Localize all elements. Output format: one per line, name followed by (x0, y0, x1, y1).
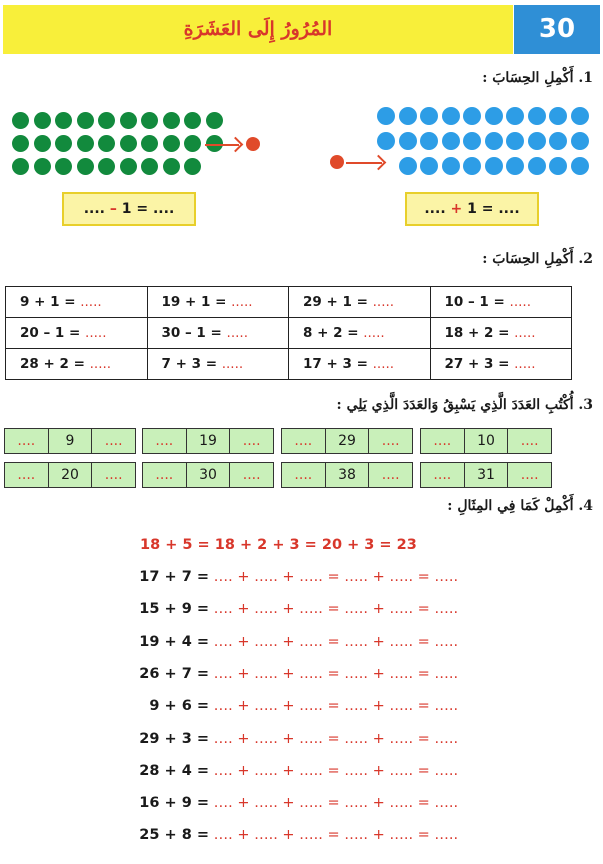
calc-cell (6, 349, 148, 380)
blue-dot (442, 107, 460, 125)
calc-box-minus-op: – (109, 201, 117, 217)
green-dot (141, 112, 158, 129)
next-number-blank[interactable]: .... (381, 467, 400, 483)
green-dot (98, 135, 115, 152)
calc-cell (289, 349, 431, 380)
green-dot (77, 112, 94, 129)
arrow-right (346, 162, 382, 164)
addition-expression: 15 + 9 = (139, 601, 209, 618)
previous-number-blank[interactable]: .... (143, 463, 187, 487)
next-number-blank[interactable]: .... (104, 467, 123, 483)
sequence-box (4, 428, 136, 454)
sequence-box (420, 428, 552, 454)
given-number: 19 (187, 429, 231, 453)
blue-dot (571, 132, 589, 150)
calc-row (6, 349, 572, 380)
green-dot (184, 112, 201, 129)
given-number: 30 (187, 463, 231, 487)
answer-blank[interactable]: ..... (363, 325, 385, 341)
green-dot (55, 158, 72, 175)
green-dot (77, 135, 94, 152)
green-dot (120, 112, 137, 129)
calc-cell (430, 287, 572, 318)
exercise-3-text: أُكْتُبِ العَدَدَ الَّذِي يَسْبِقُ وَالعَدَدَ الَّذِي يَلِي : (336, 397, 574, 413)
blue-dot (506, 157, 524, 175)
calc-expression: 27 + 3 = (444, 356, 510, 372)
previous-number-blank[interactable]: .... (143, 429, 187, 453)
answer-blank[interactable]: ..... (514, 356, 536, 372)
exercise-3-heading (337, 397, 593, 413)
blue-dot (463, 132, 481, 150)
sequence-box (281, 428, 413, 454)
decomposition-blanks[interactable]: …. + ….. + ….. = ….. + ….. = ….. (213, 795, 459, 812)
green-dot (55, 112, 72, 129)
blue-dot (442, 157, 460, 175)
arrow-left (205, 144, 239, 146)
decomposition-row (137, 666, 458, 682)
blue-dot (506, 107, 524, 125)
calc-expression: 9 + 1 = (20, 294, 76, 310)
previous-number-blank[interactable]: .... (5, 463, 49, 487)
calc-expression: 10 – 1 = (444, 294, 505, 310)
addition-expression: 17 + 7 = (139, 569, 209, 585)
title-bar (3, 5, 513, 54)
blue-dot (528, 107, 546, 125)
calc-cell (147, 349, 289, 380)
green-dot (12, 135, 29, 152)
green-dot (12, 112, 29, 129)
blue-dot (549, 157, 567, 175)
calc-expression: 29 + 1 = (303, 294, 368, 310)
green-dot (120, 135, 137, 152)
green-dot (55, 135, 72, 152)
next-number-blank[interactable]: .... (520, 467, 539, 483)
calc-row (6, 287, 572, 318)
decomposition-row (137, 827, 458, 843)
addition-expression: 19 + 4 = (139, 633, 209, 650)
given-number: 9 (49, 429, 93, 453)
blue-dot (399, 132, 417, 150)
next-number-blank[interactable]: .... (104, 433, 123, 449)
previous-number-blank[interactable]: .... (282, 463, 326, 487)
blue-dot (528, 132, 546, 150)
green-dot (163, 135, 180, 152)
calc-cell (6, 287, 148, 318)
green-dot (163, 158, 180, 175)
green-dot (206, 112, 223, 129)
exercise-1-heading (482, 70, 593, 86)
exercise-2-number: 2. (578, 251, 593, 267)
decomposition-row (137, 569, 458, 585)
decomposition-row (137, 731, 458, 747)
calc-box-minus (62, 192, 196, 226)
decomposition-row (137, 795, 458, 811)
decomposition-row (137, 763, 458, 779)
decomposition-blanks[interactable]: …. + ….. + ….. = ….. + ….. = ….. (213, 569, 459, 585)
answer-blank[interactable]: ..... (514, 325, 536, 341)
green-dot (163, 112, 180, 129)
red-dot-right (330, 155, 344, 169)
blue-dot (420, 107, 438, 125)
decomposition-blanks[interactable]: …. + ….. + ….. = ….. + ….. = ….. (213, 665, 459, 682)
calc-expression: 28 + 2 = (20, 356, 85, 372)
green-dot (184, 135, 201, 152)
answer-blank[interactable]: ..... (85, 325, 107, 341)
page-title: المُرُورُ إِلَى العَشَرَةِ (183, 18, 333, 40)
exercise-2-heading (482, 251, 593, 267)
blue-dot (420, 157, 438, 175)
answer-blank[interactable]: ..... (509, 294, 532, 310)
calc-box-plus-a: .... (424, 201, 446, 217)
calc-box-plus-c: .... (498, 201, 520, 217)
blue-dot (571, 107, 589, 125)
blue-dot (485, 107, 503, 125)
calc-row (6, 318, 572, 349)
addition-expression: 26 + 7 = (139, 665, 209, 682)
exercise-4-number: 4. (578, 498, 593, 514)
sequence-box (4, 462, 136, 488)
blue-dot (506, 132, 524, 150)
page-header (0, 0, 603, 56)
blue-dot (485, 157, 503, 175)
given-number: 29 (326, 429, 370, 453)
given-number: 38 (326, 463, 370, 487)
exercise-1-number: 1. (578, 70, 593, 86)
addition-expression: 16 + 9 = (139, 795, 209, 812)
green-dot (141, 158, 158, 175)
decomposition-blanks[interactable]: …. + ….. + ….. = ….. + ….. = ….. (213, 730, 459, 747)
green-dot (184, 158, 201, 175)
previous-number-blank[interactable]: .... (421, 429, 465, 453)
red-dot-left (246, 137, 260, 151)
decomposition-blanks[interactable]: …. + ….. + ….. = ….. + ….. = ….. (213, 698, 459, 715)
page-number: 30 (514, 5, 600, 54)
calc-cell (430, 349, 572, 380)
calc-box-minus-eq: = (136, 201, 149, 217)
addition-expression: 25 + 8 = (139, 827, 209, 844)
calc-cell (430, 318, 572, 349)
decomposition-row (137, 634, 458, 650)
decomposition-blanks[interactable]: …. + ….. + ….. = ….. + ….. = ….. (213, 633, 459, 650)
green-dot (34, 135, 51, 152)
green-dot (34, 158, 51, 175)
previous-number-blank[interactable]: .... (421, 463, 465, 487)
calc-expression: 19 + 1 = (161, 294, 227, 310)
green-dot (77, 158, 94, 175)
answer-blank[interactable]: ..... (89, 356, 112, 372)
blue-dot (549, 107, 567, 125)
answer-blank[interactable]: ..... (372, 356, 395, 372)
blue-dot (485, 132, 503, 150)
calc-box-minus-b: 1 (121, 201, 132, 217)
green-dot (120, 158, 137, 175)
decomposition-row (137, 601, 458, 617)
decomposition-blanks[interactable]: …. + ….. + ….. = ….. + ….. = ….. (213, 601, 459, 618)
green-dot (141, 135, 158, 152)
green-dot (34, 112, 51, 129)
blue-dot (442, 132, 460, 150)
given-number: 31 (465, 463, 509, 487)
next-number-blank[interactable]: .... (381, 433, 400, 449)
sequence-box (142, 462, 274, 488)
calc-box-plus (405, 192, 539, 226)
green-dot (98, 112, 115, 129)
exercise-4-heading (447, 498, 593, 514)
blue-dot (528, 157, 546, 175)
decomposition-blanks[interactable]: …. + ….. + ….. = ….. + ….. = ….. (213, 762, 459, 779)
sequence-box (420, 462, 552, 488)
addition-expression: 28 + 4 = (139, 762, 209, 779)
calc-box-minus-a: .... (83, 201, 105, 217)
exercise-2-text: أَكْمِلِ الحِسَابَ : (482, 251, 574, 267)
answer-blank[interactable]: ..... (226, 325, 249, 341)
calc-expression: 20 – 1 = (20, 325, 81, 341)
previous-number-blank[interactable]: .... (282, 429, 326, 453)
given-number: 20 (49, 463, 93, 487)
blue-dot (571, 157, 589, 175)
example-equation: 18 + 5 = 18 + 2 + 3 = 20 + 3 = 23 (140, 537, 417, 553)
calc-cell (289, 318, 431, 349)
calc-expression: 8 + 2 = (303, 325, 359, 341)
next-number-blank[interactable]: .... (242, 433, 261, 449)
previous-number-blank[interactable]: .... (5, 429, 49, 453)
calc-expression: 30 – 1 = (161, 325, 222, 341)
given-number: 10 (465, 429, 509, 453)
blue-dot (549, 132, 567, 150)
calc-expression: 17 + 3 = (303, 356, 368, 372)
blue-dot (463, 157, 481, 175)
addition-expression: 29 + 3 = (139, 730, 209, 747)
calc-box-plus-eq: = (481, 201, 494, 217)
sequence-box (281, 462, 413, 488)
blue-dot (377, 107, 395, 125)
sequence-box (142, 428, 274, 454)
exercise-1-text: أَكْمِلِ الحِسَابَ : (482, 70, 574, 86)
calc-expression: 18 + 2 = (444, 325, 510, 341)
blue-dot (399, 107, 417, 125)
blue-dot (463, 107, 481, 125)
answer-blank[interactable]: ..... (372, 294, 395, 310)
calc-box-minus-c: .... (152, 201, 175, 217)
blue-dot (377, 132, 395, 150)
calc-expression: 7 + 3 = (161, 356, 218, 372)
decomposition-blanks[interactable]: …. + ….. + ….. = ….. + ….. = ….. (213, 827, 459, 844)
exercise-3-number: 3. (578, 397, 593, 413)
calc-cell (289, 287, 431, 318)
answer-blank[interactable]: ..... (221, 356, 244, 372)
green-dot (12, 158, 29, 175)
blue-dot (399, 157, 417, 175)
next-number-blank[interactable]: .... (520, 433, 539, 449)
addition-expression: 9 + 6 = (149, 698, 209, 715)
answer-blank[interactable]: ..... (80, 294, 102, 310)
calc-box-plus-b: 1 (467, 201, 477, 217)
calc-cell (147, 318, 289, 349)
next-number-blank[interactable]: .... (242, 467, 261, 483)
exercise-4-text: أَكْمِلْ كَمَا فِي المِثَالِ : (447, 498, 574, 514)
decomposition-row (137, 698, 458, 714)
answer-blank[interactable]: ..... (231, 294, 253, 310)
calc-table (5, 286, 572, 380)
calc-cell (6, 318, 148, 349)
green-dot (98, 158, 115, 175)
calc-cell (147, 287, 289, 318)
calc-box-plus-op: + (450, 201, 463, 217)
blue-dot (420, 132, 438, 150)
